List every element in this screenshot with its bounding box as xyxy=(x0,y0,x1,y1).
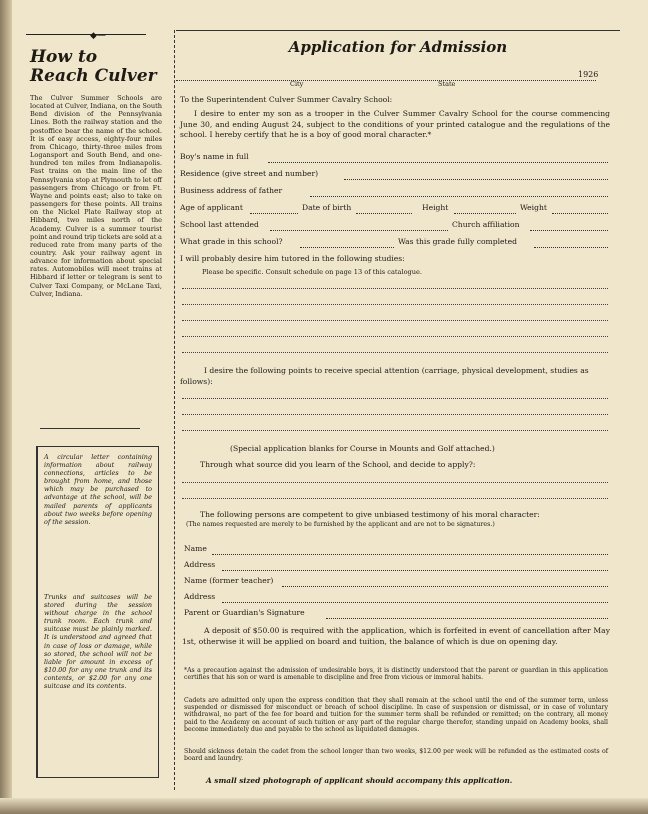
attention-line[interactable] xyxy=(182,398,608,399)
reference-address-field[interactable] xyxy=(222,570,608,571)
references-label: The following persons are competent to give unbiased testimony of his moral character: xyxy=(200,510,540,519)
grade-label: What grade in this school? xyxy=(180,237,283,246)
sidebar-title-line2: Reach Culver xyxy=(30,66,157,86)
state-label: State xyxy=(438,80,456,88)
studies-line[interactable] xyxy=(182,288,608,289)
teacher-address-field[interactable] xyxy=(222,602,608,603)
year: 1926 xyxy=(578,70,599,79)
sidebar-divider xyxy=(40,428,140,429)
teacher-name-label: Name (former teacher) xyxy=(184,576,274,585)
studies-label: I will probably desire him tutored in the following studies: xyxy=(180,254,405,263)
teacher-name-field[interactable] xyxy=(282,586,608,587)
studies-line[interactable] xyxy=(182,320,608,321)
height-field[interactable] xyxy=(454,213,516,214)
dob-field[interactable] xyxy=(356,213,412,214)
attention-label: I desire the following points to receive special attention (carriage, physical development, studies as follows): xyxy=(180,366,589,386)
signature-label: Parent or Guardian's Signature xyxy=(184,608,305,617)
sidebar-ornament: ◆— xyxy=(26,30,166,40)
precaution-note: *As a precaution against the admission of undesirable boys, it is distinctly understood that the parent or guardian in this application certifies that his son or ward is amenable to discipline and free from vicious or immoral habits. xyxy=(184,667,608,682)
attention-line[interactable] xyxy=(182,414,608,415)
sidebar-title xyxy=(30,48,160,86)
weight-field[interactable] xyxy=(552,213,608,214)
weight-label: Weight xyxy=(520,203,547,212)
cadets-note: Cadets are admitted only upon the express condition that they shall remain at the school until the end of the summer term, unless suspended or dismissed for misconduct or breach of school discipline. In case of suspension or dismissal, or in case of voluntary withdrawal, no part of the fee for board and tuition for the summer term shall be refunded or remitted; on the contrary, all money paid to the Academy on account of such tuition or any part of the regular charge therefor, standing unpaid on Academy books, shall become immediately due and payable to the school as liquidated damages. xyxy=(184,697,608,733)
school-label: School last attended xyxy=(180,220,259,229)
attention-line[interactable] xyxy=(182,430,608,431)
city-label: City xyxy=(290,80,304,88)
age-field[interactable] xyxy=(250,213,298,214)
sidebar-notes-box xyxy=(36,446,159,778)
source-line[interactable] xyxy=(182,498,608,499)
column-divider xyxy=(174,30,175,790)
photo-note: A small sized photograph of applicant should accompany this application. xyxy=(206,776,513,785)
trunks-note: Trunks and suitcases will be stored during the session without charge in the school trunk room. Each trunk and suitcase must be plainly marked. It is understood and agreed that in case of loss or damage, while so stored, the school will not be liable for amount in excess of $10.00 for any one trunk and its contents, or $2.00 for any one suitcase and its contents. xyxy=(44,593,152,691)
intro-paragraph: I desire to enter my son as a trooper in the Culver Summer Cavalry School for the course commencing June 30, and ending August 24, subject to the conditions of your printed catalogue and the regulations of the school. I hereby certify that he is a boy of good moral character.* xyxy=(180,109,610,139)
page-edge-bottom xyxy=(0,798,648,814)
deposit-paragraph: A deposit of $50.00 is required with the application, which is forfeited in event of cancellation after May 1st, otherwise it will be applied on board and tuition, the balance of which is due on opening day. xyxy=(182,626,610,646)
studies-line[interactable] xyxy=(182,304,608,305)
business-field[interactable] xyxy=(310,196,608,197)
age-label: Age of applicant xyxy=(180,203,243,212)
studies-note: Please be specific. Consult schedule on page 13 of this catalogue. xyxy=(202,268,423,276)
reference-name-field[interactable] xyxy=(212,554,608,555)
special-blanks-note: (Special application blanks for Course in Mounts and Golf attached.) xyxy=(230,444,495,453)
reference-name-label: Name xyxy=(184,544,207,553)
circular-letter-note: A circular letter containing information about railway connections, articles to be brought from home, and those which may be purchased to advantage at the school, will be mailed parents of applicants about two weeks before opening of the session. xyxy=(44,453,152,526)
height-label: Height xyxy=(422,203,449,212)
church-field[interactable] xyxy=(530,230,608,231)
references-note: (The names requested are merely to be furnished by the applicant and are not to be signatures.) xyxy=(186,521,495,528)
teacher-address-label: Address xyxy=(184,592,216,601)
sidebar-title-line1: How to xyxy=(30,47,98,67)
form-title: Application for Admission xyxy=(288,38,508,56)
form-top-rule xyxy=(176,30,620,31)
city-state-line[interactable] xyxy=(176,70,599,81)
sickness-note: Should sickness detain the cadet from the school longer than two weeks, $12.00 per week will be refunded as the estimated costs of board and laundry. xyxy=(184,748,608,763)
signature-field[interactable] xyxy=(326,618,608,619)
studies-line[interactable] xyxy=(182,336,608,337)
sidebar-directions-text: The Culver Summer Schools are located at Culver, Indiana, on the South Bend division of the Pennsylvania Lines. Both the railway station and the postoffice bear the name of the school. It is of easy access, eighty-four miles from Chicago, thirty-three miles from Logansport and South Bend, and one-hundred ten miles from Indianapolis. Fast trains on the main line of the Pennsylvania stop at Plymouth to let off passengers from Chicago or from Ft. Wayne and points east; also to take on passengers for these points. All trains on the Nickel Plate Railway stop at Hibbard, two miles north of the Academy. Culver is a summer tourist point and round trip tickets are sold at a reduced rate from many parts of the country. Ask your railway agent in advance for information about special rates. Automobiles will meet trains at Hibbard if letter or telegram is sent to Culver Taxi Company, or McLane Taxi, Culver, Indiana. xyxy=(30,94,162,298)
grade-completed-label: Was this grade fully completed xyxy=(398,237,517,246)
salutation: To the Superintendent Culver Summer Cavalry School: xyxy=(180,95,393,104)
grade-field[interactable] xyxy=(300,247,394,248)
reference-address-label: Address xyxy=(184,560,216,569)
grade-completed-field[interactable] xyxy=(534,247,608,248)
business-label: Business address of father xyxy=(180,186,283,195)
boys-name-field[interactable] xyxy=(268,162,608,163)
page-edge-left xyxy=(0,0,12,814)
church-label: Church affiliation xyxy=(452,220,520,229)
dob-label: Date of birth xyxy=(302,203,352,212)
school-field[interactable] xyxy=(270,230,448,231)
residence-label: Residence (give street and number) xyxy=(180,169,319,178)
source-label: Through what source did you learn of the School, and decide to apply?: xyxy=(200,460,476,469)
studies-line[interactable] xyxy=(182,352,608,353)
residence-field[interactable] xyxy=(344,179,608,180)
boys-name-label: Boy's name in full xyxy=(180,152,249,161)
source-line[interactable] xyxy=(182,482,608,483)
